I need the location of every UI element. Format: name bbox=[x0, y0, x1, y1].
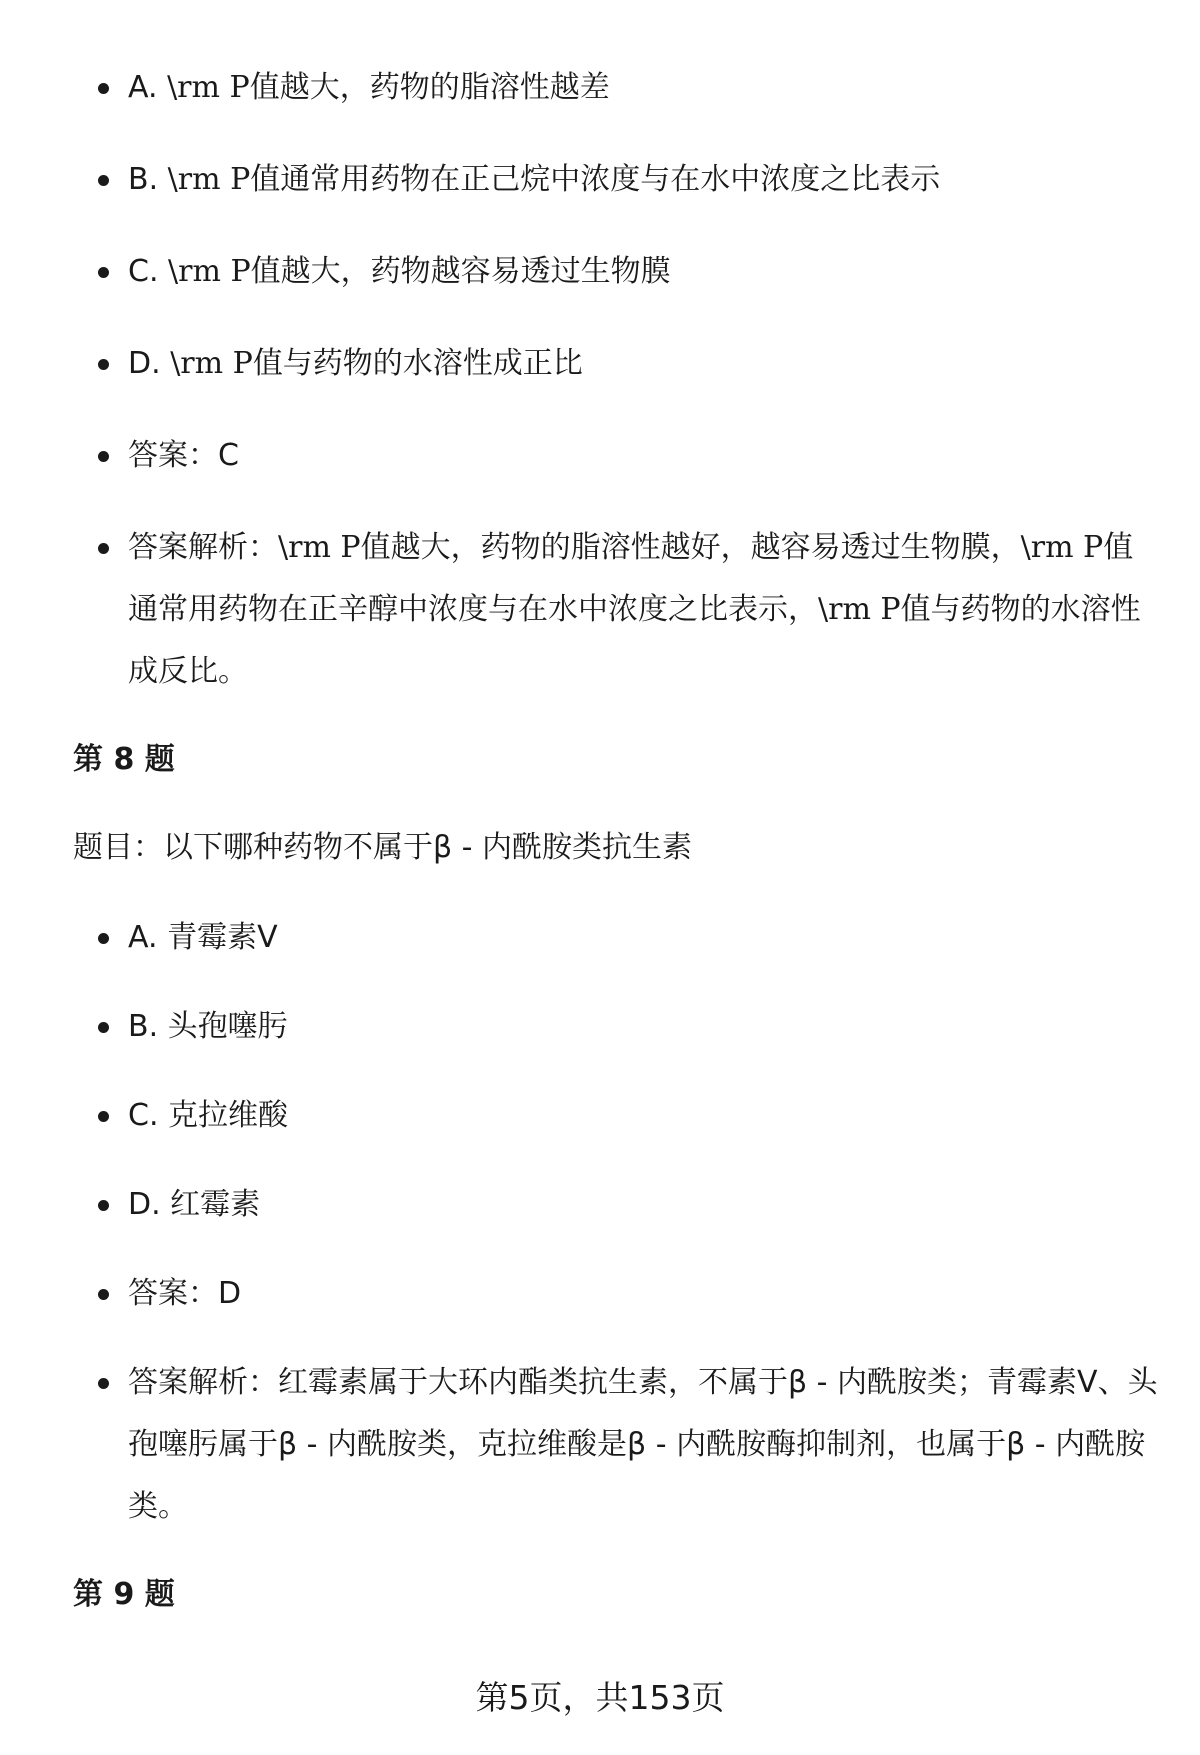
q8-answer-analysis: 答案解析：红霉素属于大环内酯类抗生素，不属于β - 内酰胺类；青霉素V、头孢噻肟属于β - 内酰胺类，克拉维酸是β - 内酰胺酶抑制剂，也属于β - 内酰胺类。 bbox=[128, 1352, 1158, 1538]
q8-option-d: D. 红霉素 bbox=[128, 1174, 1158, 1236]
q7-option-c: C. \rm P值越大，药物越容易透过生物膜 bbox=[128, 241, 1158, 303]
page-footer: 第5页，共153页 bbox=[475, 1678, 725, 1717]
q9-heading: 第 9 题 bbox=[73, 1577, 175, 1612]
q7-option-b: B. \rm P值通常用药物在正己烷中浓度与在水中浓度之比表示 bbox=[128, 149, 1158, 211]
q7-answer-analysis: 答案解析：\rm P值越大，药物的脂溶性越好，越容易透过生物膜，\rm P值通常用药物在正辛醇中浓度与在水中浓度之比表示，\rm P值与药物的水溶性成反比。 bbox=[128, 517, 1158, 703]
q8-option-c: C. 克拉维酸 bbox=[128, 1085, 1158, 1147]
q7-option-a: A. \rm P值越大，药物的脂溶性越差 bbox=[128, 57, 1158, 119]
q8-answer: 答案：D bbox=[128, 1263, 1158, 1325]
q8-heading: 第 8 题 bbox=[73, 742, 175, 777]
q7-answer: 答案：C bbox=[128, 425, 1158, 487]
q7-option-d: D. \rm P值与药物的水溶性成正比 bbox=[128, 333, 1158, 395]
q8-option-a: A. 青霉素V bbox=[128, 907, 1158, 969]
q8-stem: 题目：以下哪种药物不属于β - 内酰胺类抗生素 bbox=[73, 830, 693, 865]
q8-option-b: B. 头孢噻肟 bbox=[128, 996, 1158, 1058]
